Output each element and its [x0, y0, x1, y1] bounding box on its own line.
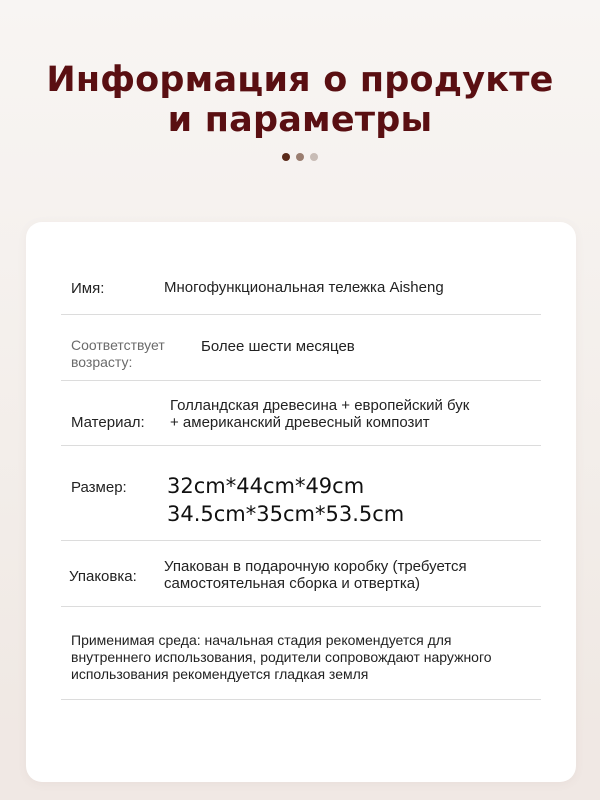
spec-value-packaging — [164, 558, 467, 592]
spec-label-packaging: Упаковка: — [69, 568, 137, 585]
page-title-line-2: и параметры — [167, 100, 433, 140]
spec-value-age: Более шести месяцев — [201, 338, 355, 355]
dot-icon — [310, 153, 318, 161]
environment-note — [71, 632, 541, 683]
spec-label-age-line-1: Соответствует — [71, 337, 165, 353]
spec-value-size-line-1: 32cm*44cm*49cm — [167, 474, 365, 498]
spec-value-material-line-2: + американский древесный композит — [170, 414, 430, 431]
spec-value-size — [167, 472, 404, 528]
environment-note-line-3: использования рекомендуется гладкая земля — [71, 666, 369, 682]
spec-label-size: Размер: — [71, 479, 127, 496]
spec-value-packaging-line-2: самостоятельная сборка и отвертка) — [164, 575, 421, 592]
spec-label-age — [71, 337, 165, 371]
spec-label-age-line-2: возрасту: — [71, 354, 133, 370]
divider-environment — [61, 699, 541, 700]
spec-value-material-line-1: Голландская древесина + европейский бук — [170, 397, 470, 414]
divider-material — [61, 445, 541, 446]
pagination-dots — [0, 153, 600, 161]
page-title — [0, 60, 600, 140]
spec-label-name: Имя: — [71, 280, 105, 297]
divider-age — [61, 380, 541, 381]
divider-size — [61, 540, 541, 541]
divider-packaging — [61, 606, 541, 607]
environment-note-line-1: Применимая среда: начальная стадия рекомендуется для — [71, 632, 452, 648]
spec-value-material — [170, 397, 469, 431]
spec-value-packaging-line-1: Упакован в подарочную коробку (требуется — [164, 558, 467, 575]
dot-active-icon — [282, 153, 290, 161]
dot-icon — [296, 153, 304, 161]
spec-value-size-line-2: 34.5cm*35cm*53.5cm — [167, 502, 405, 526]
divider-name — [61, 314, 541, 315]
page-title-line-1: Информация о продукте — [46, 60, 554, 100]
spec-value-name: Многофункциональная тележка Aisheng — [164, 279, 444, 296]
spec-label-material: Материал: — [71, 414, 145, 431]
environment-note-line-2: внутреннего использования, родители сопровождают наружного — [71, 649, 492, 665]
